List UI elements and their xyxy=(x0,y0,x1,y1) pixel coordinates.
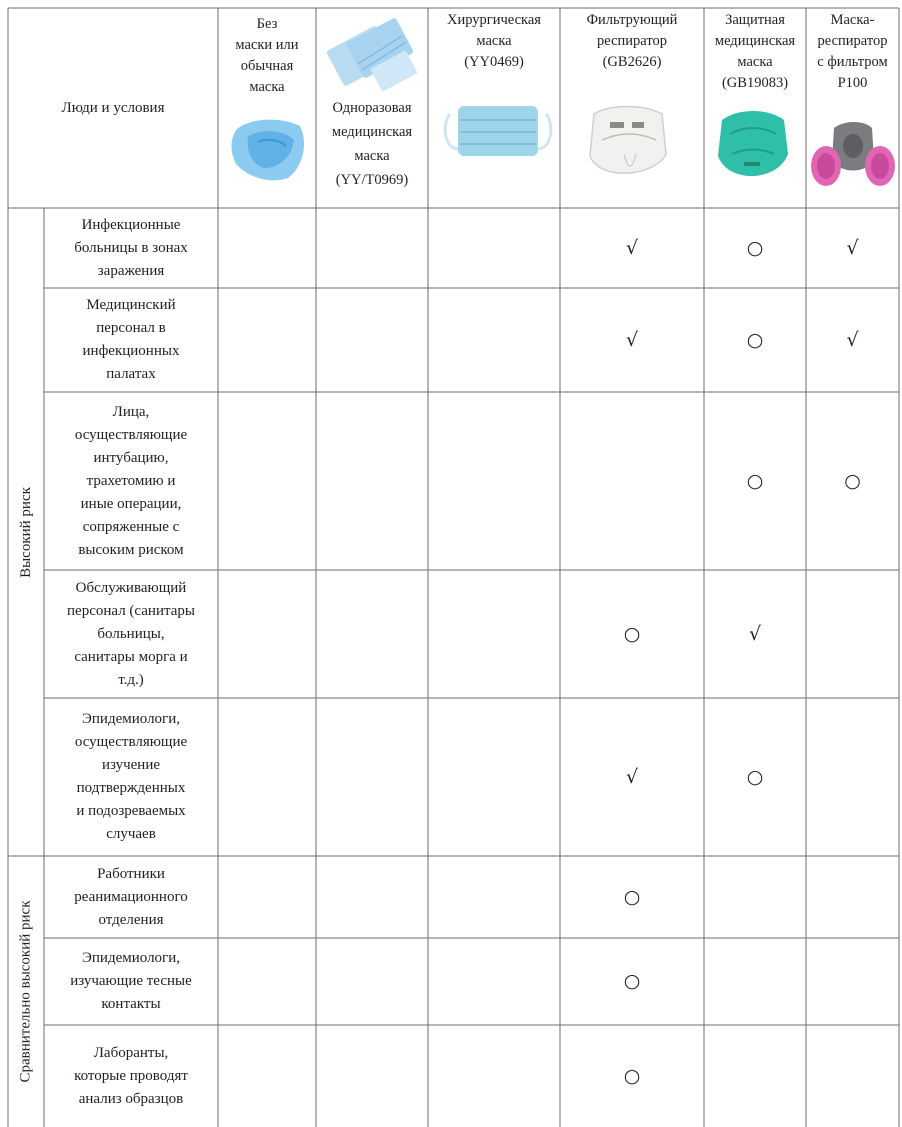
mark-cell: ○ xyxy=(623,622,641,645)
mark-cell xyxy=(316,570,428,698)
mark-cell: ○ xyxy=(746,328,764,351)
mark-cell xyxy=(806,570,899,698)
p100-respirator-image xyxy=(810,118,896,194)
mark-cell xyxy=(316,392,428,570)
disposable-mask-pack-image xyxy=(328,14,420,96)
row-label xyxy=(44,208,218,288)
column-header-line: (YY/T0969) xyxy=(335,172,409,188)
row-label-line: иные операции, xyxy=(80,495,182,512)
cloth-mask-image xyxy=(228,112,310,184)
row-label-line: трахетомию и xyxy=(86,472,176,489)
mark-cell xyxy=(806,1025,899,1127)
column-header xyxy=(806,10,899,94)
row-label-line: случаев xyxy=(106,826,156,842)
mark-cell xyxy=(218,856,316,938)
mark-cell xyxy=(316,698,428,856)
mark-cell xyxy=(428,208,560,288)
mark-cell xyxy=(316,208,428,288)
column-header-line: маска xyxy=(476,33,512,49)
row-label xyxy=(44,856,218,938)
column-header xyxy=(560,10,704,73)
mark-cell xyxy=(560,392,704,570)
row-label xyxy=(44,1025,218,1127)
row-label-line: Работники xyxy=(97,865,165,882)
row-label-line: т.д.) xyxy=(118,671,144,688)
row-label xyxy=(44,938,218,1025)
column-header-line: Защитная xyxy=(725,12,785,28)
mark-cell: √ xyxy=(846,328,859,351)
column-header-line: (GB2626) xyxy=(602,54,662,70)
column-header-line: медицинская xyxy=(714,33,796,49)
row-label-line: подтвержденных xyxy=(76,780,186,796)
mark-cell xyxy=(428,698,560,856)
row-label-line: осуществляющие xyxy=(74,426,188,443)
mark-cell: ○ xyxy=(746,236,764,259)
row-label-line: и подозреваемых xyxy=(76,803,186,819)
column-header xyxy=(316,96,428,192)
mark-cell xyxy=(316,856,428,938)
row-label-line: отделения xyxy=(98,911,164,928)
mark-cell: √ xyxy=(625,765,639,788)
row-label-line: больницы в зонах xyxy=(74,239,188,256)
mark-cell: ○ xyxy=(623,1064,641,1087)
mark-cell xyxy=(218,938,316,1025)
row-label-line: палатах xyxy=(106,366,156,382)
column-header xyxy=(218,14,316,98)
mark-cell xyxy=(428,856,560,938)
column-header-line: обычная xyxy=(240,58,294,74)
mark-cell xyxy=(806,938,899,1025)
row-label-line: Инфекционные xyxy=(81,216,181,233)
mark-cell xyxy=(218,1025,316,1127)
mark-cell xyxy=(704,1025,806,1127)
mark-cell xyxy=(316,288,428,392)
mark-cell: √ xyxy=(748,622,762,645)
row-label-line: реанимационного xyxy=(74,888,188,905)
column-header xyxy=(428,10,560,73)
row-label-line: контакты xyxy=(101,996,161,1012)
column-header-line: респиратор xyxy=(817,33,888,49)
mark-cell: ○ xyxy=(623,970,641,992)
column-header-line: маска xyxy=(737,54,773,70)
row-label-line: санитары морга и xyxy=(74,648,188,665)
mark-cell xyxy=(704,856,806,938)
row-label xyxy=(44,392,218,570)
row-label-line: изучение xyxy=(101,757,161,773)
row-label-line: которые проводят xyxy=(74,1067,188,1084)
mark-cell: ○ xyxy=(746,469,764,492)
mark-cell xyxy=(428,938,560,1025)
filtering-respirator-image xyxy=(580,100,674,190)
mark-cell xyxy=(218,288,316,392)
risk-group-label: Сравнительно высокий риск xyxy=(17,900,34,1083)
row-label-line: Лаборанты, xyxy=(93,1044,169,1061)
row-label-line: персонал (санитары xyxy=(67,602,195,619)
row-label-line: инфекционных xyxy=(82,343,180,359)
mark-cell xyxy=(316,1025,428,1127)
mark-cell xyxy=(806,856,899,938)
risk-group-label: Высокий риск xyxy=(17,486,34,578)
mark-cell xyxy=(428,392,560,570)
column-header xyxy=(704,10,806,94)
mark-cell xyxy=(704,938,806,1025)
mark-cell xyxy=(218,570,316,698)
column-header-line: респиратор xyxy=(597,33,667,49)
row-label-line: Лица, xyxy=(112,403,150,420)
column-header-line: с фильтром xyxy=(817,54,888,70)
mark-cell: √ xyxy=(625,236,639,259)
column-header-line: маска xyxy=(354,148,390,164)
column-header-line: Без xyxy=(256,16,278,32)
mark-cell xyxy=(218,208,316,288)
column-header-line: Маска- xyxy=(830,12,875,28)
row-label-line: Медицинский xyxy=(86,297,176,313)
row-label-line: Эпидемиологи, xyxy=(82,950,180,966)
mark-cell xyxy=(428,570,560,698)
mark-cell xyxy=(218,698,316,856)
row-label-line: изучающие тесные xyxy=(70,973,192,989)
surgical-mask-image xyxy=(442,96,554,170)
column-header-line: (GB19083) xyxy=(721,75,789,91)
mark-cell: ○ xyxy=(746,765,764,788)
mark-cell xyxy=(218,392,316,570)
row-label-line: персонал в xyxy=(96,320,166,336)
row-label-line: больницы, xyxy=(97,625,165,642)
column-header-line: маска xyxy=(249,79,285,95)
column-header-line: маски или xyxy=(235,37,299,53)
mark-cell xyxy=(316,938,428,1025)
row-label-line: высоким риском xyxy=(78,541,184,558)
row-label-line: сопряженные с xyxy=(82,518,180,535)
column-header-line: P100 xyxy=(837,75,868,91)
row-label-line: Обслуживающий xyxy=(75,579,187,596)
column-header-line: Хирургическая xyxy=(447,12,541,28)
row-label-line: Эпидемиологи, xyxy=(82,711,180,727)
mark-cell xyxy=(806,698,899,856)
mark-cell xyxy=(428,1025,560,1127)
column-header-line: (YY0469) xyxy=(464,54,524,70)
row-label xyxy=(44,698,218,856)
mark-cell xyxy=(428,288,560,392)
row-label xyxy=(44,288,218,392)
medical-protective-mask-image xyxy=(712,104,792,188)
mark-cell: √ xyxy=(625,328,639,351)
row-label-line: интубацию, xyxy=(93,449,169,466)
mark-cell: ○ xyxy=(844,469,861,492)
mark-cell: √ xyxy=(846,236,859,259)
mark-cell: ○ xyxy=(623,885,641,908)
column-header-line: Фильтрующий xyxy=(586,12,678,28)
row-label-line: заражения xyxy=(97,262,165,279)
row-label-line: осуществляющие xyxy=(74,734,188,750)
row-label xyxy=(44,570,218,698)
row-label-line: анализ образцов xyxy=(78,1090,184,1107)
column-header-line: Одноразовая xyxy=(332,100,412,116)
people-conditions-header: Люди и условия xyxy=(61,99,165,116)
column-header-line: медицинская xyxy=(331,124,413,140)
